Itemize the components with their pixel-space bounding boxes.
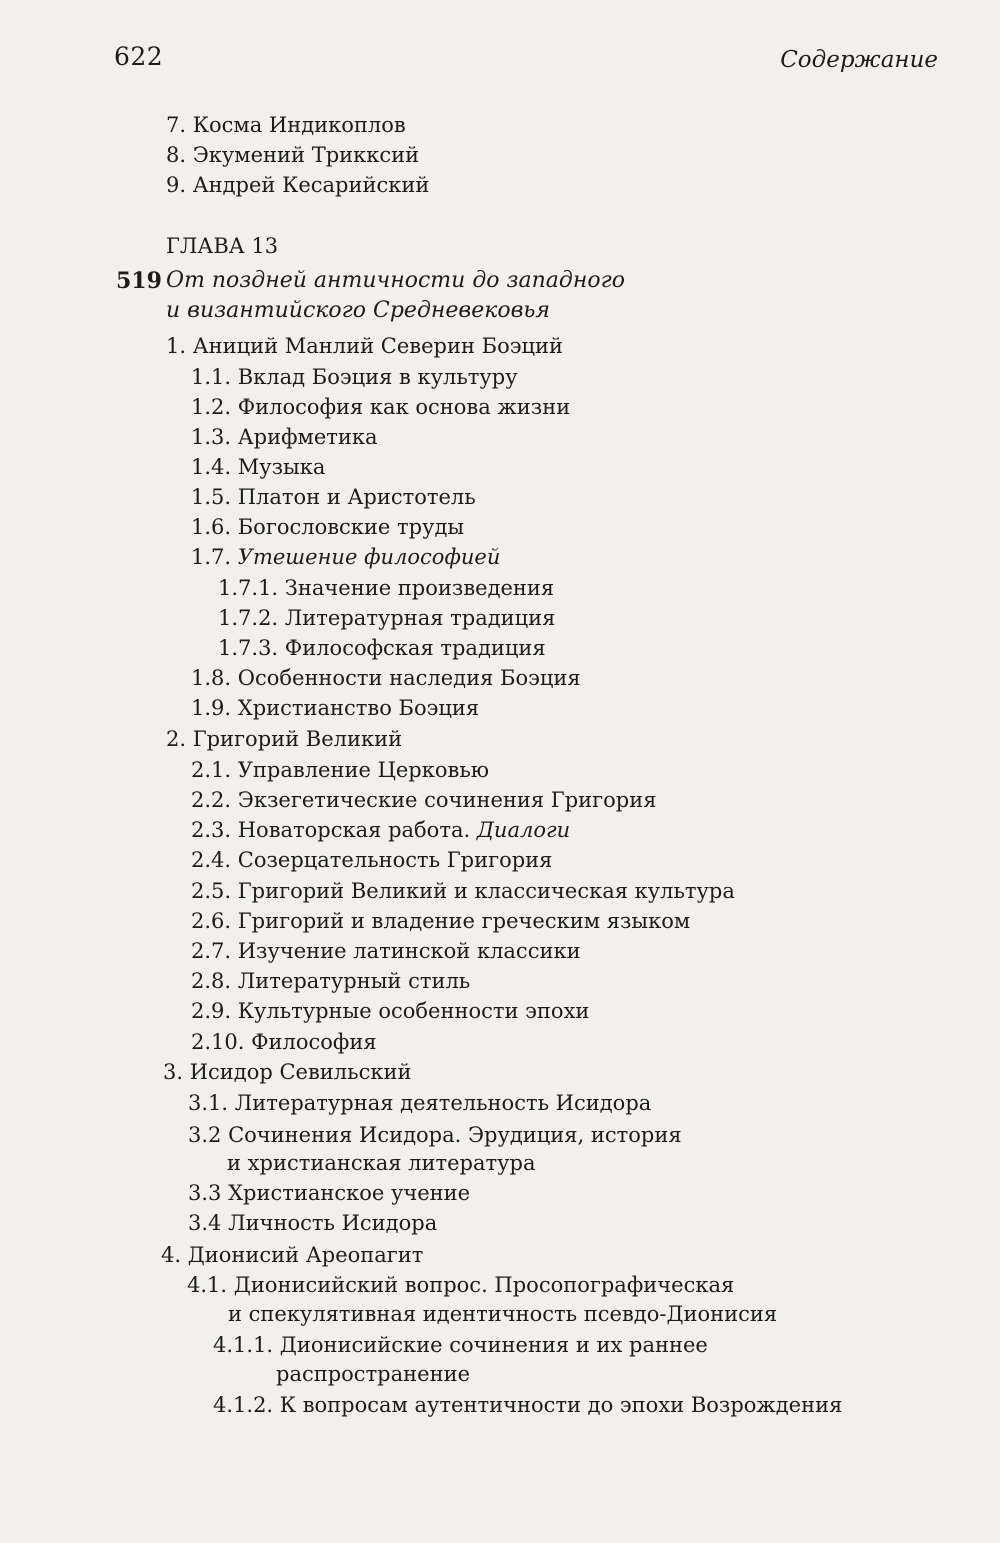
toc-entry-continued: распространение xyxy=(276,1362,470,1386)
toc-entry: 4. Дионисий Ареопагит xyxy=(161,1243,424,1267)
toc-entry: 4.1. Дионисийский вопрос. Просопографическая xyxy=(187,1273,735,1297)
toc-entry: 4.1.2. К вопросам аутентичности до эпохи Возрождения xyxy=(213,1393,843,1417)
toc-entry-text: 2.3. Новаторская работа. xyxy=(191,818,471,842)
toc-entry: 2.6. Григорий и владение греческим языком xyxy=(191,909,691,933)
toc-entry: 1.8. Особенности наследия Боэция xyxy=(191,666,581,690)
toc-entry: 9. Андрей Кесарийский xyxy=(166,173,430,197)
chapter-label: ГЛАВА 13 xyxy=(166,234,279,258)
toc-entry: 2.4. Созерцательность Григория xyxy=(191,848,553,872)
toc-entry: 1.4. Музыка xyxy=(191,455,326,479)
toc-entry: 2. Григорий Великий xyxy=(166,727,403,751)
chapter-title-continued: и византийского Средневековья xyxy=(166,298,550,323)
toc-entry: 2.10. Философия xyxy=(191,1030,377,1054)
toc-entry: 3.1. Литературная деятельность Исидора xyxy=(188,1091,652,1115)
work-title: Утешение философией xyxy=(237,545,501,569)
toc-entry: 2.7. Изучение латинской классики xyxy=(191,939,581,963)
toc-entry-continued: и христианская литература xyxy=(227,1151,536,1175)
chapter-page-number: 519 xyxy=(116,268,162,294)
toc-entry: 1.2. Философия как основа жизни xyxy=(191,395,571,419)
toc-entry xyxy=(191,542,500,572)
toc-entry-number: 1.7. xyxy=(191,545,232,569)
toc-entry: 1.1. Вклад Боэция в культуру xyxy=(191,365,518,389)
toc-entry: 1.5. Платон и Аристотель xyxy=(191,485,476,509)
toc-entry: 3. Исидор Севильский xyxy=(163,1060,412,1084)
toc-entry: 1.9. Христианство Боэция xyxy=(191,696,480,720)
toc-entry: 4.1.1. Дионисийские сочинения и их раннее xyxy=(213,1333,708,1357)
toc-entry: 2.2. Экзегетические сочинения Григория xyxy=(191,788,657,812)
toc-entry: 7. Косма Индикоплов xyxy=(166,113,406,137)
toc-entry: 1.7.3. Философская традиция xyxy=(218,636,546,660)
page-number: 622 xyxy=(114,42,164,71)
toc-entry: 1.3. Арифметика xyxy=(191,425,378,449)
toc-entry: 1.7.1. Значение произведения xyxy=(218,576,555,600)
work-title: Диалоги xyxy=(476,818,571,842)
toc-entry: 2.9. Культурные особенности эпохи xyxy=(191,999,590,1023)
toc-entry: 3.2 Сочинения Исидора. Эрудиция, история xyxy=(188,1123,682,1147)
chapter-title: От поздней античности до западного xyxy=(166,268,625,293)
running-head: Содержание xyxy=(780,47,938,73)
toc-entry: 1.6. Богословские труды xyxy=(191,515,465,539)
toc-entry: 3.4 Личность Исидора xyxy=(188,1211,438,1235)
toc-entry: 3.3 Христианское учение xyxy=(188,1181,471,1205)
toc-entry: 1. Аниций Манлий Северин Боэций xyxy=(166,334,564,358)
toc-entry: 2.5. Григорий Великий и классическая культура xyxy=(191,879,735,903)
toc-entry: 2.8. Литературный стиль xyxy=(191,969,471,993)
toc-entry: 8. Экумений Трикксий xyxy=(166,143,420,167)
toc-entry-continued: и спекулятивная идентичность псевдо-Дионисия xyxy=(228,1302,778,1326)
toc-entry xyxy=(191,815,570,845)
toc-entry: 1.7.2. Литературная традиция xyxy=(218,606,556,630)
toc-entry: 2.1. Управление Церковью xyxy=(191,758,490,782)
